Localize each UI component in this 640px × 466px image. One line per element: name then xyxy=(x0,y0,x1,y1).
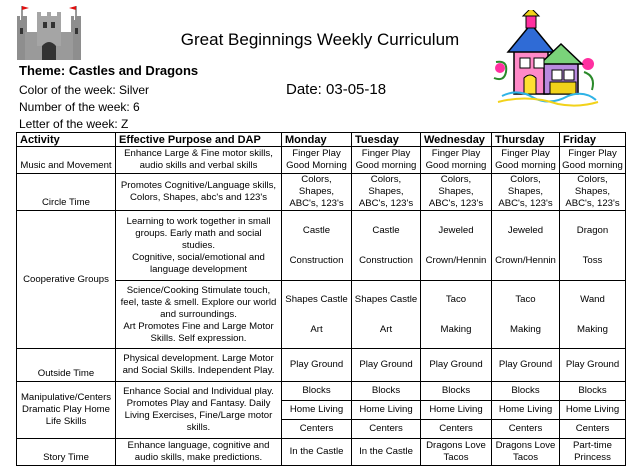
day-cell xyxy=(421,281,492,349)
theme-label: Theme: Castles and Dragons xyxy=(19,63,199,78)
day-cell: Centers xyxy=(421,420,492,439)
column-header-friday: Friday xyxy=(560,133,626,147)
column-header-tuesday: Tuesday xyxy=(352,133,421,147)
day-entry: Jeweled xyxy=(438,224,474,236)
day-cell xyxy=(352,211,421,281)
column-header-thursday: Thursday xyxy=(492,133,560,147)
day-entry: Making xyxy=(510,323,541,335)
table-header-row xyxy=(17,133,626,147)
day-cell: Blocks xyxy=(492,382,560,401)
purpose-line: Promotes Play and Fantasy. Daily Living Exercises, Fine/Large motor skills. xyxy=(124,398,273,433)
day-entry: Taco xyxy=(445,293,467,305)
letter-of-week: Letter of the week: Z xyxy=(19,117,129,131)
day-cell: Home Living xyxy=(492,401,560,420)
activity-cell: Music and Movement xyxy=(17,147,116,174)
purpose-cell: Physical development. Large Motor and Social Skills. Independent Play. xyxy=(116,349,282,382)
date-label: Date: 03-05-18 xyxy=(286,81,387,98)
day-entry: Taco xyxy=(515,293,536,305)
day-cell: Finger Play Good morning xyxy=(421,147,492,174)
day-entry: Construction xyxy=(289,254,344,266)
table-row xyxy=(17,439,626,466)
page-title: Great Beginnings Weekly Curriculum xyxy=(180,30,460,49)
day-cell: Home Living xyxy=(352,401,421,420)
day-entry: Castle xyxy=(372,224,400,236)
column-header-monday: Monday xyxy=(282,133,352,147)
activity-cell: Manipulative/Centers Dramatic Play Home Life Skills xyxy=(17,382,116,439)
table-row xyxy=(17,211,626,281)
day-cell: Play Ground xyxy=(421,349,492,382)
day-cell: Blocks xyxy=(352,382,421,401)
day-entry: Art xyxy=(310,323,323,335)
day-entry: Making xyxy=(577,323,608,335)
day-cell: Play Ground xyxy=(282,349,352,382)
day-entry: Dragon xyxy=(576,224,609,236)
day-entry: Making xyxy=(440,323,472,335)
day-cell: Home Living xyxy=(282,401,352,420)
day-cell: Colors, Shapes, ABC's, 123's xyxy=(282,174,352,211)
purpose-cell xyxy=(116,211,282,281)
purpose-line: Cognitive, social/emotional and language development xyxy=(132,251,265,275)
table-row xyxy=(17,174,626,211)
day-cell: Play Ground xyxy=(492,349,560,382)
purpose-cell: Promotes Cognitive/Language skills, Colors, Shapes, abc's and 123's xyxy=(116,174,282,211)
day-cell: Part-time Princess xyxy=(560,439,626,466)
day-cell: Dragons Love Tacos xyxy=(492,439,560,466)
day-cell: Dragons Love Tacos xyxy=(421,439,492,466)
day-cell: Finger Play Good Morning xyxy=(282,147,352,174)
day-cell: Centers xyxy=(282,420,352,439)
day-cell: Blocks xyxy=(282,382,352,401)
day-cell xyxy=(560,281,626,349)
curriculum-table xyxy=(16,132,626,466)
purpose-line: Enhance Social and Individual play. xyxy=(123,386,274,397)
day-cell: Finger Play Good morning xyxy=(560,147,626,174)
day-cell: In the Castle xyxy=(282,439,352,466)
day-cell: Finger Play Good morning xyxy=(492,147,560,174)
day-entry: Shapes Castle xyxy=(354,293,418,305)
day-cell: Home Living xyxy=(560,401,626,420)
day-cell: Home Living xyxy=(421,401,492,420)
day-entry: Shapes Castle xyxy=(285,293,348,305)
column-header-purpose: Effective Purpose and DAP xyxy=(116,133,282,147)
table-row xyxy=(17,147,626,174)
day-cell xyxy=(492,281,560,349)
day-entry: Construction xyxy=(359,254,413,266)
day-cell xyxy=(282,281,352,349)
activity-cell: Story Time xyxy=(17,439,116,466)
house-logo xyxy=(488,10,600,108)
day-cell: Blocks xyxy=(560,382,626,401)
day-cell: Centers xyxy=(560,420,626,439)
day-cell xyxy=(421,211,492,281)
activity-cell: Outside Time xyxy=(17,349,116,382)
day-entry: Art xyxy=(379,323,393,335)
day-cell: Colors, Shapes, ABC's, 123's xyxy=(492,174,560,211)
day-entry: Toss xyxy=(582,254,603,266)
column-header-wednesday: Wednesday xyxy=(421,133,492,147)
day-cell: Colors, Shapes, ABC's, 123's xyxy=(421,174,492,211)
purpose-cell xyxy=(116,382,282,439)
day-cell xyxy=(492,211,560,281)
purpose-cell: Enhance language, cognitive and audio skills, make predictions. xyxy=(116,439,282,466)
table-row xyxy=(17,382,626,401)
day-cell xyxy=(352,281,421,349)
color-of-week: Color of the week: Silver xyxy=(19,83,150,97)
day-cell: Colors, Shapes, ABC's, 123's xyxy=(352,174,421,211)
day-entry: Crown/Hennin xyxy=(425,254,487,266)
purpose-cell: Enhance Large & Fine motor skills, audio skills and verbal skills xyxy=(116,147,282,174)
day-cell: Play Ground xyxy=(560,349,626,382)
activity-cell: Circle Time xyxy=(17,174,116,211)
day-cell: Colors, Shapes, ABC's, 123's xyxy=(560,174,626,211)
day-entry: Castle xyxy=(302,224,331,236)
day-cell xyxy=(560,211,626,281)
activity-cell: Cooperative Groups xyxy=(17,211,116,349)
day-entry: Wand xyxy=(580,293,605,305)
day-cell: Blocks xyxy=(421,382,492,401)
column-header-activity: Activity xyxy=(17,133,116,147)
table-row xyxy=(17,349,626,382)
number-of-week: Number of the week: 6 xyxy=(19,100,140,114)
day-cell: Centers xyxy=(492,420,560,439)
day-cell: In the Castle xyxy=(352,439,421,466)
day-entry: Crown/Hennin xyxy=(495,254,556,266)
day-cell xyxy=(282,211,352,281)
purpose-line: Science/Cooking Stimulate touch, feel, taste & smell. Explore our world and surroundings. xyxy=(120,284,277,320)
day-entry: Jeweled xyxy=(507,224,544,236)
purpose-line: Learning to work together in small groups. Early math and social studies. xyxy=(126,215,271,251)
purpose-line: Art Promotes Fine and Large Motor Skills. Self expression. xyxy=(123,320,274,344)
purpose-cell xyxy=(116,281,282,349)
day-cell: Finger Play Good morning xyxy=(352,147,421,174)
day-cell: Centers xyxy=(352,420,421,439)
day-cell: Play Ground xyxy=(352,349,421,382)
